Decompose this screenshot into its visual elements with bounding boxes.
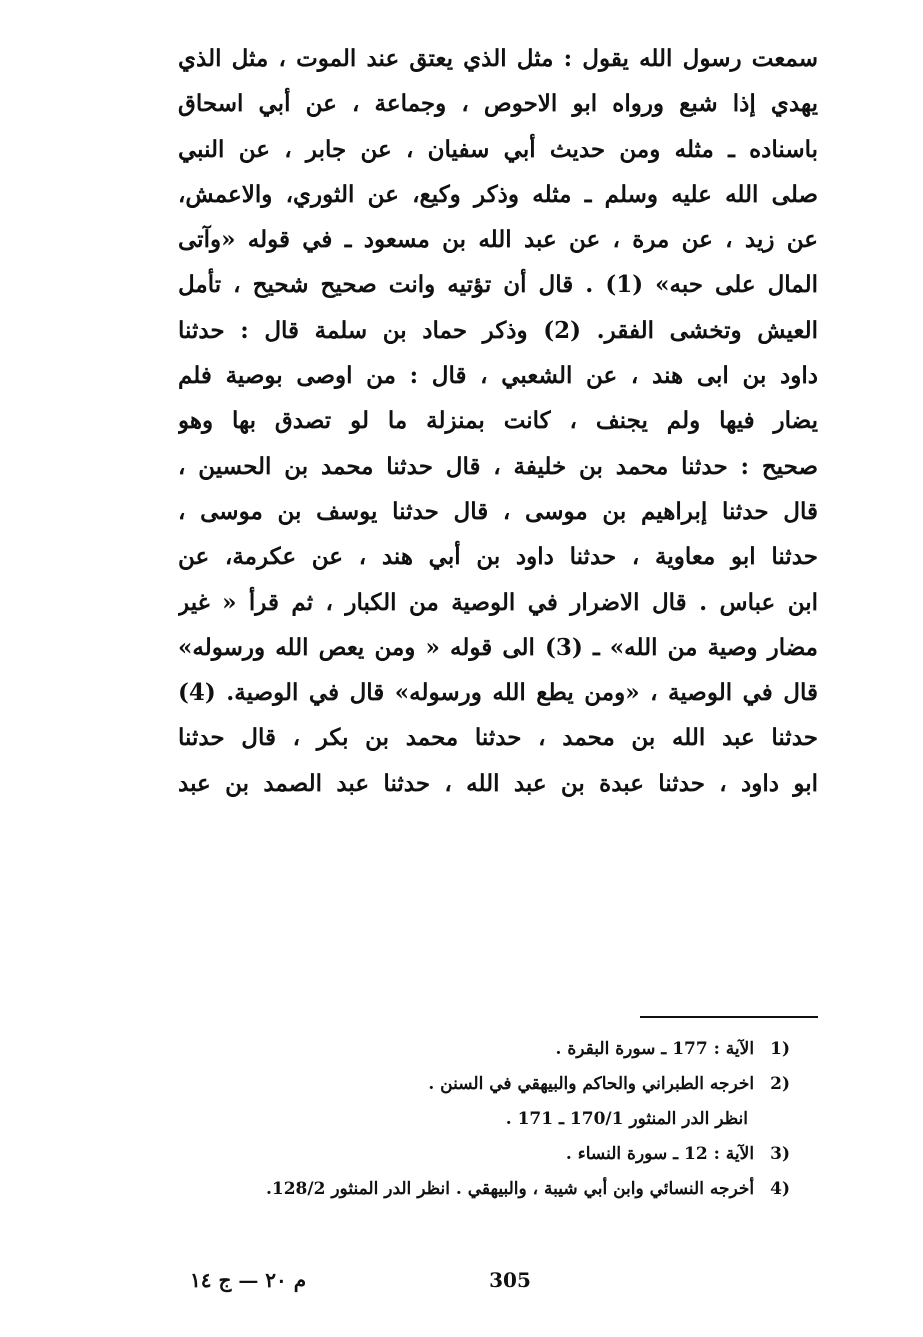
body-line: صحيح : حدثنا محمد بن خليفة ، قال حدثنا محمد بن الحسين ، [178, 452, 818, 480]
footnote-number: 4) [770, 1179, 790, 1199]
footnote-2 [150, 1067, 790, 1102]
body-line: باسناده ـ مثله ومن حديث أبي سفيان ، عن جابر ، عن النبي [178, 135, 818, 163]
footnote-number: 1) [770, 1039, 790, 1059]
footnote-4 [150, 1172, 790, 1207]
footnotes [150, 1032, 790, 1207]
body-line: صلى الله عليه وسلم ـ مثله وذكر وكيع، عن الثوري، والاعمش، [178, 180, 818, 208]
footnote-number: 2) [770, 1074, 790, 1094]
body-line: داود بن ابى هند ، عن الشعبي ، قال : من اوصى بوصية فلم [178, 362, 818, 390]
body-text [178, 36, 818, 806]
body-line: يضار فيها ولم يجنف ، كانت بمنزلة ما لو تصدق بها وهو [178, 407, 818, 435]
page-number: 305 [489, 1268, 531, 1292]
body-line: ابو داود ، حدثنا عبدة بن عبد الله ، حدثنا عبد الصمد بن عبد [178, 769, 818, 797]
body-line: يهدي إذا شبع ورواه ابو الاحوص ، وجماعة ، عن أبي اسحاق [178, 90, 818, 118]
body-line: المال على حبه» (1) . قال أن تؤتيه وانت صحيح شحيح ، تأمل [178, 271, 818, 299]
footnote-1 [150, 1032, 790, 1067]
footnote-number: 3) [770, 1144, 790, 1164]
body-line: عن زيد ، عن مرة ، عن عبد الله بن مسعود ـ في قوله «وآتى [178, 226, 818, 254]
body-line: حدثنا عبد الله بن محمد ، حدثنا محمد بن بكر ، قال حدثنا [178, 724, 818, 752]
body-line: مضار وصية من الله» ـ (3) الى قوله « ومن يعص الله ورسوله» [178, 633, 818, 661]
footnote-text: الآية : 12 ـ سورة النساء . [565, 1144, 755, 1164]
body-line: قال في الوصية ، «ومن يطع الله ورسوله» قال في الوصية. (4) [178, 679, 818, 707]
volume-signature: م ٢٠ — ج ١٤ [190, 1268, 307, 1292]
footnote-text: الآية : 177 ـ سورة البقرة . [555, 1039, 755, 1059]
body-line: حدثنا ابو معاوية ، حدثنا داود بن أبي هند ، عن عكرمة، عن [178, 543, 818, 571]
footnote-text: انظر الدر المنثور 170/1 ـ 171 . [505, 1109, 748, 1129]
footnote-3 [150, 1137, 790, 1172]
footnote-text: أخرجه النسائي وابن أبي شيبة ، والبيهقي . انظر الدر المنثور 128/2. [265, 1179, 755, 1199]
body-line: ابن عباس . قال الاضرار في الوصية من الكبار ، ثم قرأ « غير [178, 588, 818, 616]
body-line: قال حدثنا إبراهيم بن موسى ، قال حدثنا يوسف بن موسى ، [178, 497, 818, 525]
footnote-divider [640, 1016, 818, 1018]
footnote-text: اخرجه الطبراني والحاكم والبيهقي في السنن . [428, 1074, 755, 1094]
body-line: سمعت رسول الله يقول : مثل الذي يعتق عند الموت ، مثل الذي [178, 45, 818, 72]
footnote-2-continuation [150, 1102, 790, 1137]
body-line: العيش وتخشى الفقر. (2) وذكر حماد بن سلمة قال : حدثنا [178, 316, 818, 344]
